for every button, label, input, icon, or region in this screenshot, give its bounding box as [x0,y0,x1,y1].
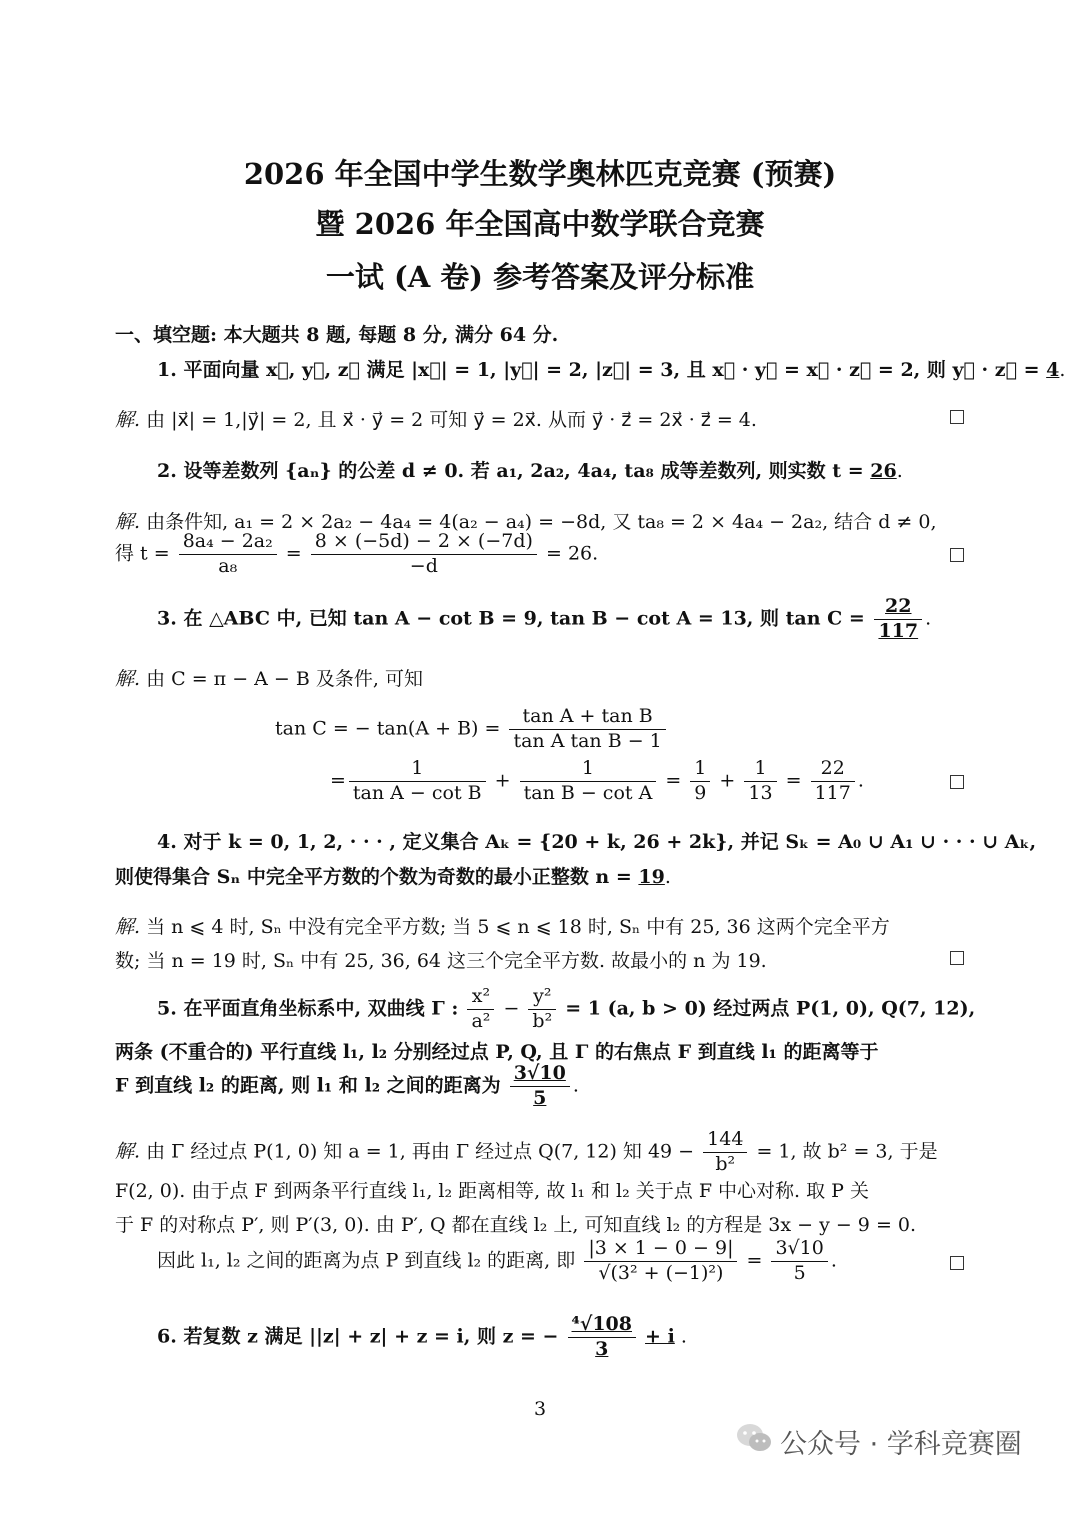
fraction-denominator: −d [409,554,438,577]
solution-5-line-4-pre: 因此 l₁, l₂ 之间的距离为点 P 到直线 l₂ 的距离, 即 [157,1249,576,1272]
fraction-numerator: 3√10 [510,1062,570,1087]
fraction-denominator: a² [471,1009,491,1032]
fraction-numerator: 8a₄ − 2a₂ [179,530,277,555]
fraction-numerator: |3 × 1 − 0 − 9| [584,1237,737,1262]
solution-label: 解. [115,511,141,533]
problem-5-line-1: 5. 在平面直角坐标系中, 双曲线 Γ : $\frac{\text{x²}}{\text{a²}}$ − $\frac{\text{y²}}{\text{b²}}$ = 1 (a, b > 0) 经过两点 P(1, 0), Q(7, 12), [157,985,976,1032]
equation-3-line-2: = $\frac{1}{\text{tan A − cot B}}$ + $\frac{1}{\text{tan B − cot A}}$ = $\frac{1}{9}$ + $\frac{1}{13}$ = $\frac{22}{117}$ . [330,757,864,804]
problem-4-line-2: 则使得集合 Sₙ 中完全平方数的个数为奇数的最小正整数 n = 19. [115,866,671,888]
fraction [179,530,277,579]
fraction-denominator: 13 [748,781,773,804]
fraction-numerator: x² [467,985,494,1010]
fraction-numerator: 8 × (−5d) − 2 × (−7d) [311,530,537,555]
fraction-numerator: 1 [744,757,776,782]
qed-box [950,775,964,789]
fraction [811,757,855,806]
solution-5-line-2: F(2, 0). 由于点 F 到两条平行直线 l₁, l₂ 距离相等, 故 l₁ 和 l₂ 关于点 F 中心对称. 取 P 关 [115,1180,869,1202]
fraction-numerator: 1 [349,757,486,782]
fraction [349,757,486,806]
fraction-denominator: a₈ [218,554,238,577]
solution-4-line-1-text: 当 n ⩽ 4 时, Sₙ 中没有完全平方数; 当 5 ⩽ n ⩽ 18 时, Sₙ 中有 25, 36 这两个完全平方 [146,916,890,938]
problem-3-text: 3. 在 △ABC 中, 已知 tan A − cot B = 9, tan B − cot A = 13, 则 tan C = [157,607,872,630]
title-line-3: 一试 (A 卷) 参考答案及评分标准 [325,260,755,294]
problem-4-answer: 19 [638,866,665,888]
solution-5-line-4: 因此 l₁, l₂ 之间的距离为点 P 到直线 l₂ 的距离, 即 $\frac{|3 \times 1 - 0 - 9|}{\text{√(3² + (−1)²)}}$ = $\frac{3√10}{5}$ . [157,1237,837,1284]
page-number: 3 [533,1398,547,1420]
problem-4-line-2-text: 则使得集合 Sₙ 中完全平方数的个数为奇数的最小正整数 n = [115,866,639,888]
solution-label: 解. [115,668,141,690]
title-line-2: 暨 2026 年全国高中数学联合竞赛 [315,207,765,241]
solution-label: 解. [115,916,141,938]
problem-4-line-1: 4. 对于 k = 0, 1, 2, · · · , 定义集合 Aₖ = {20 + k, 26 + 2k}, 并记 Sₖ = A₀ ∪ A₁ ∪ · · · ∪ Aₖ, [157,831,1037,853]
qed-box [950,951,964,965]
solution-5-line-1 [115,1128,938,1177]
problem-2-answer: 26 [870,460,897,482]
fraction-numerator: y² [528,985,556,1010]
fraction-denominator: 5 [793,1261,806,1284]
problem-5-line-1-post: = 1 (a, b > 0) 经过两点 P(1, 0), Q(7, 12), [565,997,976,1020]
equation-3-line-1 [275,705,669,754]
solution-5-line-1-pre: 由 Γ 经过点 P(1, 0) 知 a = 1, 再由 Γ 经过点 Q(7, 12) 知 49 − [146,1140,695,1163]
fraction [311,530,537,579]
fraction-denominator: 9 [694,781,707,804]
fraction [520,757,657,806]
problem-5-line-3: F 到直线 l₂ 的距离, 则 l₁ 和 l₂ 之间的距离为 $\frac{3√10}{5}$ . [115,1062,579,1109]
section-heading: 一、填空题: 本大题共 8 题, 每题 8 分, 满分 64 分. [115,324,559,346]
problem-5-answer [510,1062,570,1111]
fraction-numerator: 144 [703,1128,747,1153]
problem-5-line-3-text: F 到直线 l₂ 的距离, 则 l₁ 和 l₂ 之间的距离为 [115,1074,501,1097]
fraction-denominator: tan A tan B − 1 [513,729,662,752]
solution-2-post: = 26. [545,542,599,565]
fraction-numerator: 3√10 [771,1237,827,1262]
solution-3-intro-text: 由 C = π − A − B 及条件, 可知 [146,668,423,690]
equation-lhs: tan C = − tan(A + B) = [275,717,501,740]
qed-box [950,548,964,562]
solution-4-line-1 [115,912,890,939]
problem-6-answer [568,1313,636,1362]
fraction-numerator: tan A + tan B [509,705,665,730]
qed-box [950,1256,964,1270]
solution-1 [115,405,757,432]
problem-6-text: 6. 若复数 z 满足 ||z| + z| + z = i, 则 z = − [157,1325,559,1348]
watermark-text: 公众号 · 学科竞赛圈 [780,1429,1022,1460]
solution-label: 解. [115,1140,141,1163]
qed-box [950,410,964,424]
fraction-denominator: 117 [814,781,851,804]
fraction [771,1237,827,1286]
fraction-numerator: ⁴√108 [568,1313,636,1338]
fraction [690,757,710,806]
solution-2-line-2: 得 t = $\frac{\text{8a₄ − 2a₂}}{\text{a₈}}$ = $\frac{8 \times (-5d) - 2 \times (-7d)}{-d}$ = 26. [115,530,599,577]
fraction [744,757,776,806]
fraction-numerator: 1 [520,757,657,782]
solution-3-intro [115,664,423,691]
problem-3-answer [874,595,922,644]
problem-2-text: 2. 设等差数列 {aₙ} 的公差 d ≠ 0. 若 a₁, 2a₂, 4a₄, ta₈ 成等差数列, 则实数 t = [157,460,871,482]
fraction [467,985,494,1034]
fraction [584,1237,737,1286]
fraction-denominator: 117 [878,619,919,642]
solution-1-text: 由 |x⃗| = 1,|y⃗| = 2, 且 x⃗ · y⃗ = 2 可知 y⃗ = 2x⃗. 从而 y⃗ · z⃗ = 2x⃗ · z⃗ = 4. [146,409,757,431]
solution-5-line-3: 于 F 的对称点 P′, 则 P′(3, 0). 由 P′, Q 都在直线 l₂ 上, 可知直线 l₂ 的方程是 3x − y − 9 = 0. [115,1214,917,1236]
fraction-denominator: √(3² + (−1)²) [598,1261,724,1284]
wechat-icon [735,1422,773,1454]
fraction-denominator: tan B − cot A [523,781,653,804]
fraction-denominator: b² [715,1152,736,1175]
problem-3: 3. 在 △ABC 中, 已知 tan A − cot B = 9, tan B − cot A = 13, 则 tan C = $\frac{22}{117}$ . [157,595,932,642]
fraction-numerator: 22 [874,595,922,620]
fraction-denominator: 3 [595,1337,609,1360]
fraction [528,985,556,1034]
solution-2-line-1-text: 由条件知, a₁ = 2 × 2a₂ − 4a₄ = 4(a₂ − a₄) = −8d, 又 ta₈ = 2 × 4a₄ − 2a₂, 结合 d ≠ 0, [146,511,937,533]
solution-2-pre: 得 t = [115,542,170,565]
problem-1-answer: 4 [1046,359,1060,381]
fraction-denominator: b² [532,1009,553,1032]
solution-4-line-2: 数; 当 n = 19 时, Sₙ 中有 25, 36, 64 这三个完全平方数. 故最小的 n 为 19. [115,950,767,972]
problem-1-text: 1. 平面向量 x⃗, y⃗, z⃗ 满足 |x⃗| = 1, |y⃗| = 2, |z⃗| = 3, 且 x⃗ · y⃗ = x⃗ · z⃗ = 2, 则 y⃗ · z⃗ = [157,359,1047,381]
fraction-denominator: tan A − cot B [352,781,482,804]
problem-6-answer-tail: + i [645,1325,675,1348]
problem-6: 6. 若复数 z 满足 ||z| + z| + z = i, 则 z = − $\frac{\text{⁴√108}}{3}$ + i . [157,1313,687,1360]
fraction-numerator: 1 [690,757,710,782]
fraction-denominator: 5 [533,1086,547,1109]
solution-5-line-1-post: = 1, 故 b² = 3, 于是 [756,1140,938,1163]
problem-2: 2. 设等差数列 {aₙ} 的公差 d ≠ 0. 若 a₁, 2a₂, 4a₄, ta₈ 成等差数列, 则实数 t = 26. [157,460,903,482]
problem-5-line-1-pre: 5. 在平面直角坐标系中, 双曲线 Γ : [157,997,459,1020]
title-line-1: 2026 年全国中学生数学奥林匹克竞赛 (预赛) [243,157,837,191]
problem-5-line-2: 两条 (不重合的) 平行直线 l₁, l₂ 分别经过点 P, Q, 且 Γ 的右焦点 F 到直线 l₁ 的距离等于 [115,1041,879,1063]
fraction-numerator: 22 [811,757,855,782]
fraction [509,705,665,754]
solution-label: 解. [115,409,141,431]
fraction [703,1128,747,1177]
problem-1: 1. 平面向量 x⃗, y⃗, z⃗ 满足 |x⃗| = 1, |y⃗| = 2, |z⃗| = 3, 且 x⃗ · y⃗ = x⃗ · z⃗ = 2, 则 y⃗ · z⃗ = 4. [157,359,1066,381]
